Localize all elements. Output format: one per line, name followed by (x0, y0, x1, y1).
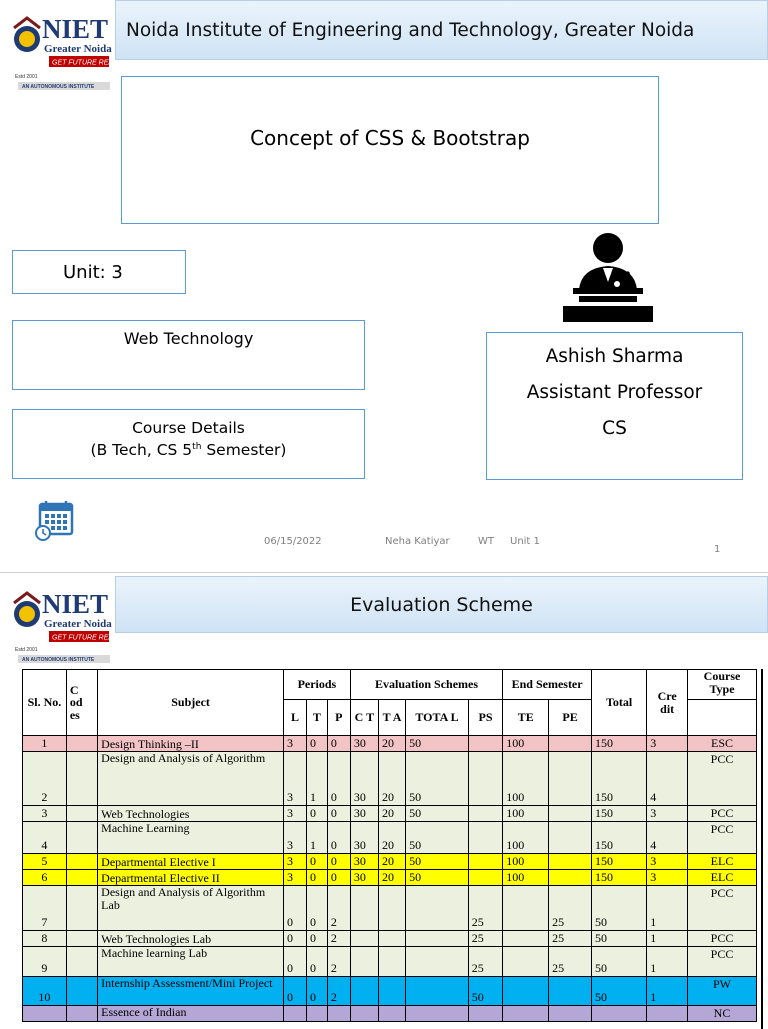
header-ta: T A (379, 700, 406, 736)
cell-te (503, 947, 549, 977)
cell-p: 0 (327, 822, 350, 854)
header-codes: C od es (66, 670, 97, 736)
table-row (23, 806, 757, 822)
cell-type: PCC (688, 931, 757, 947)
cell-ps (468, 854, 502, 870)
institute-header: Noida Institute of Engineering and Technology, Greater Noida (115, 0, 768, 60)
slide-title: Concept of CSS & Bootstrap (250, 126, 530, 150)
cell-credit: 3 (647, 854, 688, 870)
cell-ta (379, 1006, 406, 1022)
cell-subject: Departmental Elective I (98, 854, 284, 870)
cell-l: 0 (284, 886, 307, 931)
cell-codes (66, 736, 97, 752)
cell-codes (66, 931, 97, 947)
cell-pe (549, 736, 592, 752)
cell-t: 0 (306, 931, 327, 947)
header-total-marks: TOTA L (406, 700, 469, 736)
cell-codes (66, 1006, 97, 1022)
cell-ct: 30 (350, 870, 378, 886)
cell-total (406, 886, 469, 931)
cell-type: PCC (688, 886, 757, 931)
cell-pe (549, 854, 592, 870)
cell-sl: 10 (23, 977, 67, 1006)
cell-type: PW (688, 977, 757, 1006)
cell-ta: 20 (379, 736, 406, 752)
logo-brand: NIET (42, 589, 109, 619)
cell-total (406, 977, 469, 1006)
cell-ps (468, 1006, 502, 1022)
cell-codes (66, 870, 97, 886)
cell-te: 100 (503, 870, 549, 886)
cell-codes (66, 854, 97, 870)
logo-estd: Estd 2001 (15, 74, 38, 80)
table-row (23, 947, 757, 977)
cell-te: 100 (503, 854, 549, 870)
cell-te (503, 977, 549, 1006)
table-row (23, 886, 757, 931)
header-evaluation-schemes: Evaluation Schemes (350, 670, 502, 700)
cell-l (284, 1006, 307, 1022)
cell-ps: 25 (468, 947, 502, 977)
cell-codes (66, 752, 97, 806)
cell-total: 50 (591, 931, 646, 947)
cell-codes (66, 806, 97, 822)
header-subject: Subject (98, 670, 284, 736)
header-total: Total (591, 670, 646, 736)
cell-credit: 3 (647, 870, 688, 886)
cell-te (503, 886, 549, 931)
cell-te: 100 (503, 806, 549, 822)
cell-t: 1 (306, 822, 327, 854)
cell-credit (647, 1006, 688, 1022)
cell-type: PCC (688, 822, 757, 854)
cell-type: PCC (688, 806, 757, 822)
table-row (23, 736, 757, 752)
cell-sl: 2 (23, 752, 67, 806)
footer-date: 06/15/2022 (264, 536, 322, 547)
cell-ta (379, 886, 406, 931)
cell-total: 50 (406, 822, 469, 854)
cell-pe: 25 (549, 931, 592, 947)
cell-pe (549, 870, 592, 886)
cell-l: 3 (284, 806, 307, 822)
cell-codes (66, 977, 97, 1006)
cell-total: 150 (591, 736, 646, 752)
cell-type: ELC (688, 854, 757, 870)
logo-estd: Estd 2001 (15, 647, 38, 653)
header-course-type-blank (688, 700, 757, 736)
footer-subject: WT (478, 536, 494, 547)
calendar-icon[interactable] (34, 500, 76, 542)
header-sl-no: Sl. No. (23, 670, 67, 736)
cell-t: 0 (306, 736, 327, 752)
author-dept: CS (602, 418, 627, 440)
cell-codes (66, 822, 97, 854)
cell-ct: 30 (350, 752, 378, 806)
cell-total (406, 947, 469, 977)
unit-label: Unit: 3 (63, 261, 123, 283)
subject-box (12, 320, 365, 390)
cell-sl: 4 (23, 822, 67, 854)
cell-t: 0 (306, 870, 327, 886)
cell-type: PCC (688, 947, 757, 977)
header-ct: C T (350, 700, 378, 736)
cell-total (406, 1006, 469, 1022)
cell-ct: 30 (350, 854, 378, 870)
cell-p: 0 (327, 752, 350, 806)
niet-logo (12, 6, 123, 90)
cell-type: PCC (688, 752, 757, 806)
cell-t: 1 (306, 752, 327, 806)
cell-total: 50 (406, 736, 469, 752)
cell-ct (350, 977, 378, 1006)
cell-total: 150 (591, 870, 646, 886)
cell-ta (379, 947, 406, 977)
cell-subject: Design and Analysis of Algorithm Lab (98, 886, 284, 931)
cell-subject: Machine learning Lab (98, 947, 284, 977)
title-box (121, 76, 659, 224)
cell-credit: 1 (647, 947, 688, 977)
cell-te: 100 (503, 822, 549, 854)
cell-p (327, 1006, 350, 1022)
cell-te (503, 931, 549, 947)
logo-autonomous: AN AUTONOMOUS INSTITUTE (22, 657, 95, 663)
cell-ct (350, 947, 378, 977)
table-row (23, 822, 757, 854)
cell-ta: 20 (379, 806, 406, 822)
cell-total: 50 (406, 854, 469, 870)
cell-total: 150 (591, 854, 646, 870)
cell-total (591, 1006, 646, 1022)
cell-p: 0 (327, 736, 350, 752)
cell-subject: Departmental Elective II (98, 870, 284, 886)
cell-pe (549, 1006, 592, 1022)
speaker-at-podium-icon (557, 232, 659, 328)
footer-unit: Unit 1 (510, 536, 540, 547)
cell-ps (468, 822, 502, 854)
cell-sl: 5 (23, 854, 67, 870)
cell-subject: Web Technologies (98, 806, 284, 822)
cell-l: 0 (284, 947, 307, 977)
cell-total: 50 (591, 977, 646, 1006)
cell-subject: Machine Learning (98, 822, 284, 854)
cell-p: 0 (327, 854, 350, 870)
header-periods: Periods (284, 670, 351, 700)
cell-subject: Design and Analysis of Algorithm (98, 752, 284, 806)
cell-ps: 50 (468, 977, 502, 1006)
cell-pe (549, 752, 592, 806)
cell-subject: Design Thinking –II (98, 736, 284, 752)
header-te: TE (503, 700, 549, 736)
cell-p: 2 (327, 977, 350, 1006)
cell-l: 0 (284, 931, 307, 947)
table-row (23, 1006, 757, 1022)
cell-ps: 25 (468, 931, 502, 947)
cell-te: 100 (503, 752, 549, 806)
cell-ct (350, 1006, 378, 1022)
header-t: T (306, 700, 327, 736)
cell-ct: 30 (350, 806, 378, 822)
evaluation-scheme-slide (0, 572, 768, 1024)
header-credit: Cre dit (647, 670, 688, 736)
cell-total: 50 (406, 752, 469, 806)
cell-credit: 3 (647, 806, 688, 822)
footer-author: Neha Katiyar (385, 536, 450, 547)
cell-credit: 1 (647, 931, 688, 947)
logo-brand: NIET (42, 14, 109, 44)
cell-p: 0 (327, 806, 350, 822)
cell-p: 0 (327, 870, 350, 886)
cell-codes (66, 886, 97, 931)
author-box (486, 332, 743, 480)
evaluation-table (22, 669, 757, 1022)
cell-ct: 30 (350, 736, 378, 752)
cell-total: 50 (406, 806, 469, 822)
cell-ta: 20 (379, 752, 406, 806)
cell-subject: Internship Assessment/Mini Project (98, 977, 284, 1006)
cell-sl: 8 (23, 931, 67, 947)
logo-tagline: GET FUTURE READY (52, 59, 123, 67)
cell-sl (23, 1006, 67, 1022)
cell-t: 0 (306, 806, 327, 822)
cell-credit: 4 (647, 752, 688, 806)
cell-ct (350, 931, 378, 947)
cell-ct (350, 886, 378, 931)
cell-ps (468, 752, 502, 806)
cell-te: 100 (503, 736, 549, 752)
cell-subject: Web Technologies Lab (98, 931, 284, 947)
header-course-type: Course Type (688, 670, 757, 700)
course-details-info: (B Tech, CS 5th Semester) (90, 440, 287, 459)
cell-subject: Essence of Indian (98, 1006, 284, 1022)
cell-ta: 20 (379, 870, 406, 886)
cell-ta: 20 (379, 854, 406, 870)
course-details-title: Course Details (132, 419, 245, 437)
cell-credit: 1 (647, 886, 688, 931)
cell-te (503, 1006, 549, 1022)
cell-total: 150 (591, 752, 646, 806)
cell-ps (468, 806, 502, 822)
cell-sl: 9 (23, 947, 67, 977)
cell-codes (66, 947, 97, 977)
cell-sl: 6 (23, 870, 67, 886)
header-l: L (284, 700, 307, 736)
cell-l: 3 (284, 822, 307, 854)
logo-tagline: GET FUTURE READY (52, 634, 123, 642)
cell-ta: 20 (379, 822, 406, 854)
cell-total: 50 (406, 870, 469, 886)
cell-l: 3 (284, 752, 307, 806)
header-end-semester: End Semester (503, 670, 592, 700)
cell-pe (549, 806, 592, 822)
cell-t: 0 (306, 886, 327, 931)
cell-l: 0 (284, 977, 307, 1006)
cell-type: NC (688, 1006, 757, 1022)
cell-l: 3 (284, 870, 307, 886)
evaluation-table-body (23, 736, 757, 1022)
cell-total: 150 (591, 806, 646, 822)
cell-t: 0 (306, 854, 327, 870)
cell-p: 2 (327, 931, 350, 947)
cell-t: 0 (306, 977, 327, 1006)
cell-p: 2 (327, 947, 350, 977)
cell-total: 150 (591, 822, 646, 854)
table-border-line (761, 669, 763, 1029)
slide-header: Evaluation Scheme (115, 576, 768, 633)
subject-name: Web Technology (123, 329, 254, 348)
cell-credit: 1 (647, 977, 688, 1006)
cell-ps (468, 736, 502, 752)
course-details-box (12, 409, 365, 479)
header-pe: PE (549, 700, 592, 736)
cell-pe: 25 (549, 947, 592, 977)
header-p: P (327, 700, 350, 736)
cell-total: 50 (591, 886, 646, 931)
cell-ta (379, 977, 406, 1006)
cell-type: ELC (688, 870, 757, 886)
author-role: Assistant Professor (526, 382, 703, 404)
table-row (23, 931, 757, 947)
header-ps: PS (468, 700, 502, 736)
cell-t (306, 1006, 327, 1022)
cell-credit: 4 (647, 822, 688, 854)
cell-pe (549, 822, 592, 854)
cell-ps: 25 (468, 886, 502, 931)
cell-ps (468, 870, 502, 886)
cell-total (406, 931, 469, 947)
cell-type: ESC (688, 736, 757, 752)
table-row (23, 977, 757, 1006)
cell-l: 3 (284, 854, 307, 870)
cell-ct: 30 (350, 822, 378, 854)
cell-sl: 1 (23, 736, 67, 752)
table-row (23, 854, 757, 870)
cell-total: 50 (591, 947, 646, 977)
table-row (23, 870, 757, 886)
cell-ta (379, 931, 406, 947)
logo-city: Greater Noida (44, 43, 112, 55)
cell-l: 3 (284, 736, 307, 752)
cell-pe: 25 (549, 886, 592, 931)
cell-pe (549, 977, 592, 1006)
table-row (23, 752, 757, 806)
cell-p: 2 (327, 886, 350, 931)
cell-credit: 3 (647, 736, 688, 752)
niet-logo (12, 587, 123, 667)
footer-page-number: 1 (714, 544, 721, 555)
logo-city: Greater Noida (44, 618, 112, 630)
author-name: Ashish Sharma (545, 346, 684, 367)
unit-box (12, 250, 186, 294)
logo-autonomous: AN AUTONOMOUS INSTITUTE (22, 84, 95, 90)
cell-sl: 3 (23, 806, 67, 822)
cell-t: 0 (306, 947, 327, 977)
cell-sl: 7 (23, 886, 67, 931)
